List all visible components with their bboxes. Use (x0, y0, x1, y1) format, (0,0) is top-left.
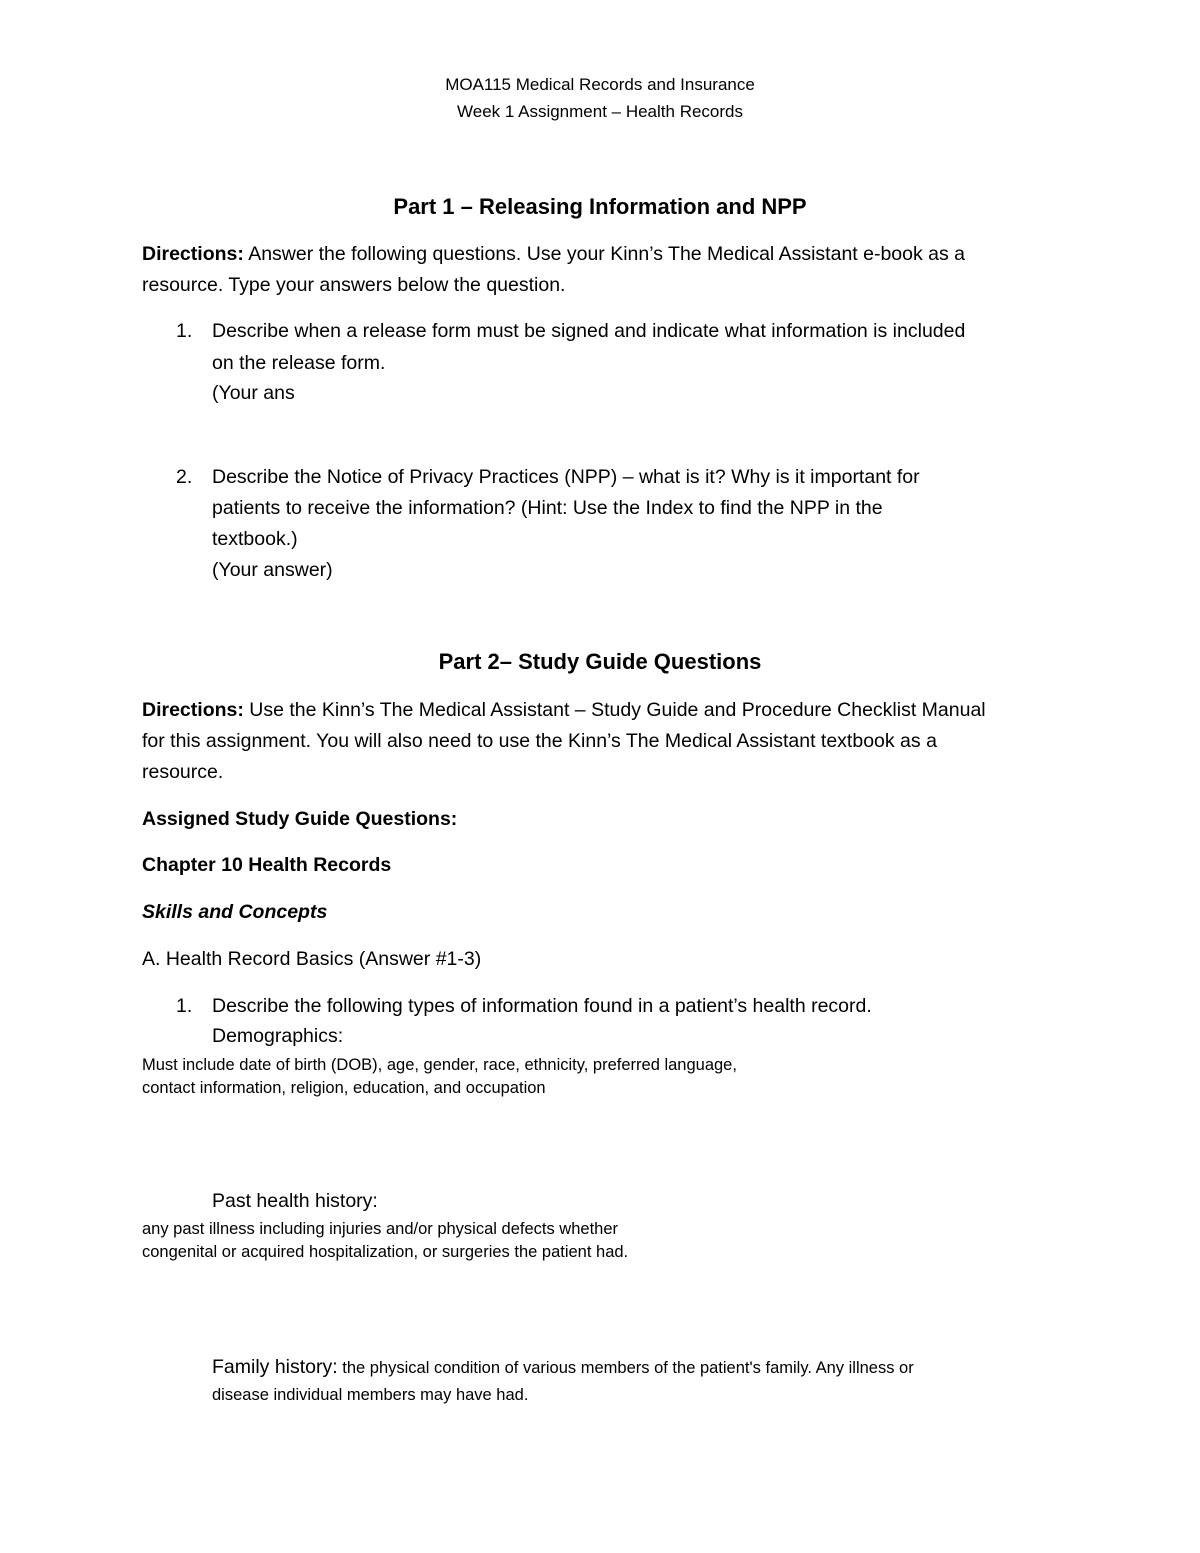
q1-answer: (Your ans (212, 382, 295, 404)
family-history-line1 (212, 1358, 914, 1378)
family-history-label: Family history: (212, 1356, 338, 1378)
q2-line2: patients to receive the information? (Hint: Use the Index to find the NPP in the (212, 497, 883, 519)
assignment-title: Week 1 Assignment – Health Records (457, 102, 743, 121)
skills-heading: Skills and Concepts (142, 901, 328, 923)
family-history-text: the physical condition of various members of the patient's family. Any illness or (337, 1359, 914, 1377)
family-history-line2: disease individual members may have had. (212, 1386, 529, 1404)
past-history-line1: any past illness including injuries and/or physical defects whether (142, 1220, 619, 1238)
p2-q1-number: 1. (176, 995, 193, 1017)
part1-directions-line2: resource. Type your answers below the question. (142, 274, 566, 296)
q1-line2: on the release form. (212, 352, 386, 374)
part1-title: Part 1 – Releasing Information and NPP (393, 194, 807, 219)
directions-label-2: Directions: (142, 699, 250, 721)
assigned-heading: Assigned Study Guide Questions: (142, 808, 458, 830)
part2-directions-line3: resource. (142, 761, 224, 783)
past-history-line2: congenital or acquired hospitalization, or surgeries the patient had. (142, 1243, 629, 1261)
chapter-heading: Chapter 10 Health Records (142, 854, 392, 876)
part2-title: Part 2– Study Guide Questions (438, 649, 762, 674)
demographics-label: Demographics: (212, 1025, 344, 1047)
directions-label: Directions: (142, 243, 244, 265)
part2-directions-line2: for this assignment. You will also need to use the Kinn’s The Medical Assistant textbook as a (142, 730, 937, 752)
q1-number: 1. (176, 320, 193, 342)
section-a-heading: A. Health Record Basics (Answer #1-3) (142, 948, 482, 970)
q2-answer: (Your answer) (212, 559, 333, 581)
directions-text-2: Use the Kinn’s The Medical Assistant – Study Guide and Procedure Checklist Manual (249, 699, 986, 721)
p2-q1-text: Describe the following types of information found in a patient’s health record. (212, 995, 872, 1017)
course-title: MOA115 Medical Records and Insurance (445, 75, 755, 94)
demographics-line2: contact information, religion, education, and occupation (142, 1079, 546, 1097)
directions-text: Answer the following questions. Use your Kinn’s The Medical Assistant e-book as a (243, 243, 966, 265)
part2-directions-line1 (142, 701, 986, 721)
q1-line1: Describe when a release form must be signed and indicate what information is included (212, 320, 966, 342)
q2-number: 2. (176, 466, 193, 488)
part1-directions-line1 (142, 245, 965, 265)
q2-line3: textbook.) (212, 528, 298, 550)
q2-line1: Describe the Notice of Privacy Practices (NPP) – what is it? Why is it important for (212, 466, 920, 488)
demographics-line1: Must include date of birth (DOB), age, gender, race, ethnicity, preferred language, (142, 1056, 737, 1074)
past-history-label: Past health history: (212, 1190, 378, 1212)
